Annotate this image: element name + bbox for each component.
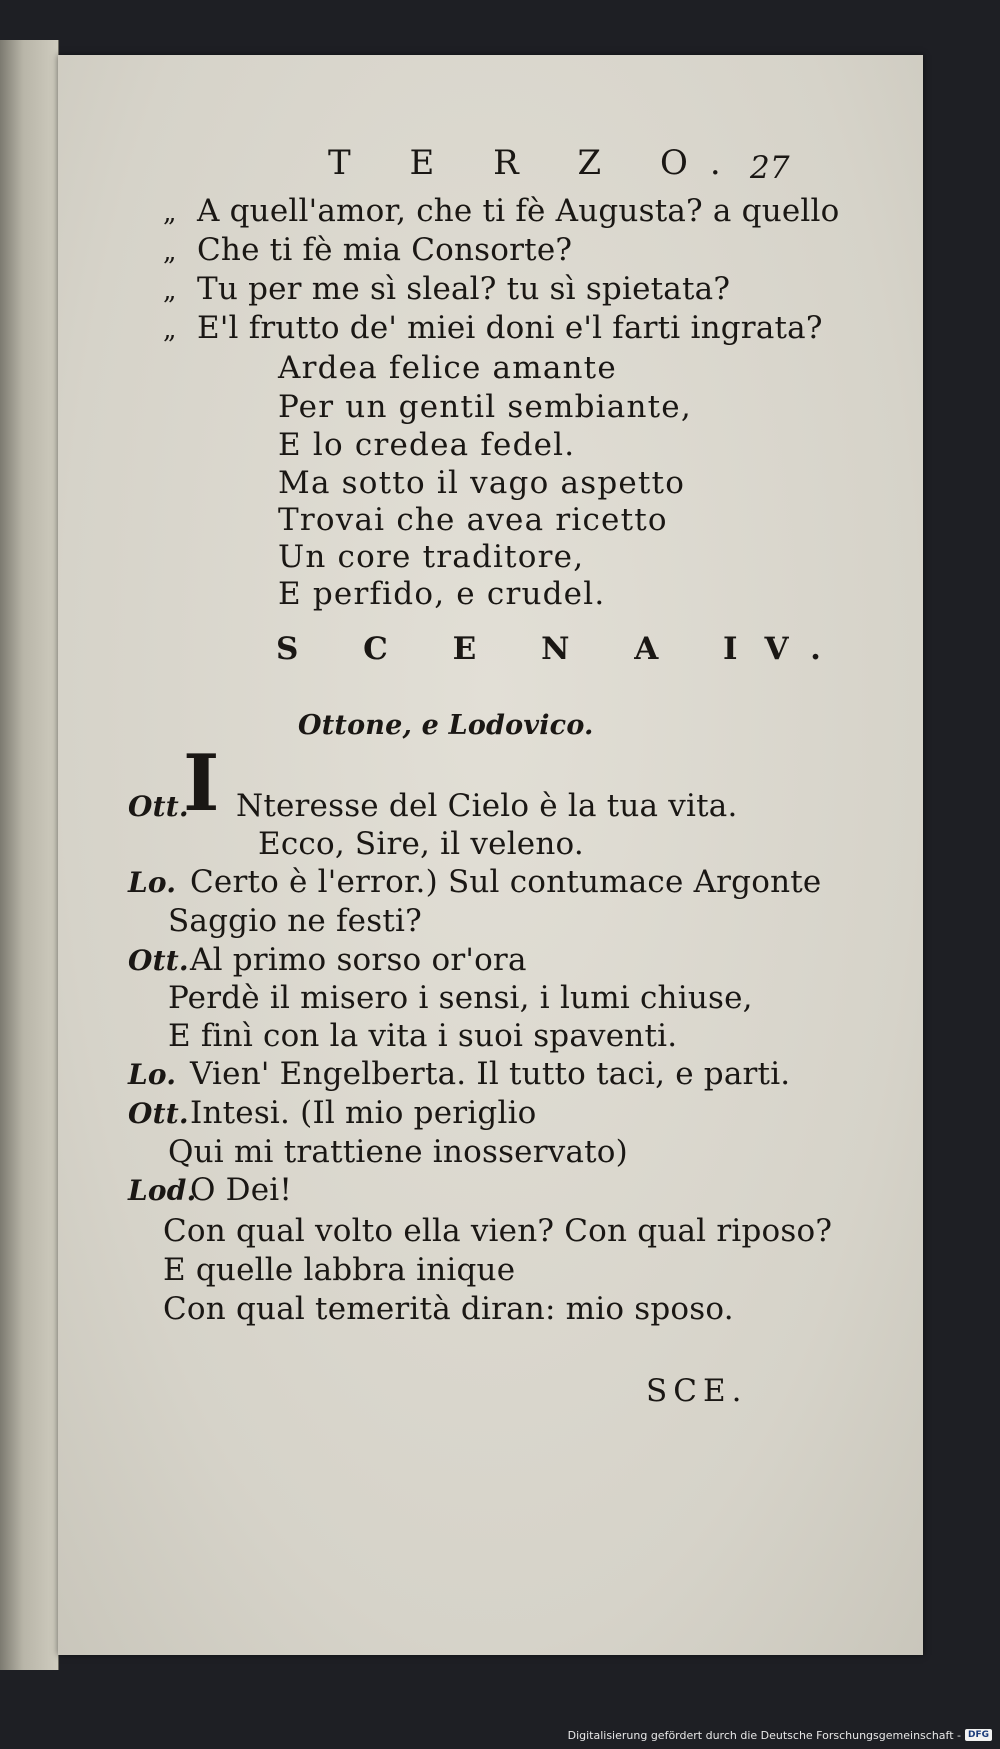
speaker-label: Ott.	[128, 1097, 189, 1130]
verse-line: Trovai che avea ricetto	[278, 502, 668, 538]
credit-text: Digitalisierung gefördert durch die Deutsche Forschungsgemeinschaft -	[567, 1728, 961, 1742]
quoted-line: „ E'l frutto de' miei doni e'l farti ingrata?	[163, 310, 823, 346]
dialogue-text: E finì con la vita i suoi spaventi.	[168, 1018, 678, 1054]
dialogue-text: Nteresse del Cielo è la tua vita.	[236, 788, 738, 824]
dialogue-line: Lo. Vien' Engelberta. Il tutto taci, e parti.	[128, 1056, 791, 1092]
quote-mark: „	[163, 276, 177, 306]
dialogue-line: Ott.Al primo sorso or'ora	[128, 942, 527, 978]
speaker-label: Ott.	[128, 790, 189, 823]
scene-heading: S C E N A IV.	[276, 631, 848, 667]
dialogue-text: Ecco, Sire, il veleno.	[258, 826, 584, 862]
dialogue-text: Qui mi trattiene inosservato)	[168, 1134, 628, 1170]
running-title: T E R Z O.	[328, 143, 745, 183]
verse-line: Ardea felice amante	[278, 350, 617, 386]
verse-line: Per un gentil sembiante,	[278, 389, 692, 425]
dialogue-text: Perdè il misero i sensi, i lumi chiuse,	[168, 980, 753, 1016]
quoted-line: „ A quell'amor, che ti fè Augusta? a quello	[163, 193, 840, 229]
dialogue-text: E quelle labbra inique	[163, 1252, 516, 1288]
verse-line: E lo credea fedel.	[278, 427, 576, 463]
verse-line: Un core traditore,	[278, 539, 585, 575]
page-number: 27	[750, 150, 790, 186]
scene-characters: Ottone, e Lodovico.	[298, 710, 594, 741]
speaker-label: Lo.	[128, 1058, 177, 1091]
verse-line: E perfido, e crudel.	[278, 576, 606, 612]
quoted-line: „ Tu per me sì sleal? tu sì spietata?	[163, 271, 731, 307]
quote-mark: „	[163, 315, 177, 345]
dialogue-line: Lod.O Dei!	[128, 1172, 293, 1208]
speaker-label: Lo.	[128, 866, 177, 899]
quote-mark: „	[163, 198, 177, 228]
digitization-credit	[568, 1725, 992, 1745]
quoted-line: „ Che ti fè mia Consorte?	[163, 232, 573, 268]
dialogue-line: Ott.Intesi. (Il mio periglio	[128, 1095, 537, 1131]
catchword: SCE.	[646, 1373, 748, 1409]
dfg-logo: DFG	[965, 1729, 992, 1741]
previous-page-edge	[0, 40, 59, 1670]
verse-line: Ma sotto il vago aspetto	[278, 465, 686, 501]
dialogue-text: Saggio ne festi?	[168, 903, 422, 939]
dialogue-line: Lo. Certo è l'error.) Sul contumace Argonte	[128, 864, 822, 900]
speaker-label: Lod.	[128, 1174, 197, 1207]
dialogue-line	[128, 788, 190, 824]
dialogue-text: Con qual temerità diran: mio sposo.	[163, 1291, 734, 1327]
quote-mark: „	[163, 237, 177, 267]
speaker-label: Ott.	[128, 944, 189, 977]
dialogue-text: Con qual volto ella vien? Con qual riposo?	[163, 1213, 833, 1249]
drop-cap: I	[183, 738, 220, 829]
book-page	[58, 55, 923, 1655]
